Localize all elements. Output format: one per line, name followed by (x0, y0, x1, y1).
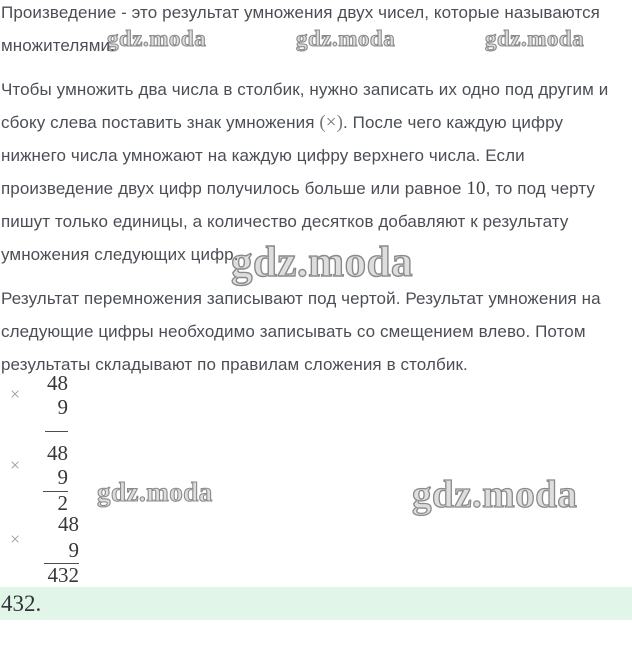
product-line (45, 431, 68, 432)
paragraph-line: пишут только единицы, а количество десятков добавляют к результату (1, 212, 569, 231)
watermark-gdz-moda: gdz.moda (412, 473, 578, 516)
paragraph-line: произведение двух цифр получилось больше или равное (1, 179, 467, 198)
paragraph-method (1, 73, 632, 271)
multiplication-step-2 (8, 441, 68, 515)
answer-row (0, 587, 632, 620)
watermark-gdz-moda: gdz.moda (296, 26, 396, 51)
multiplicand: 48 (58, 512, 79, 536)
answer-value: 432. (1, 591, 42, 616)
paragraph-line: следующие цифры необходимо записывать со смещением влево. Потом (1, 322, 586, 341)
paragraph-line: . После чего каждую цифру (343, 113, 564, 132)
watermark-gdz-moda: gdz.moda (107, 26, 207, 51)
inline-number-ten: 10 (466, 178, 486, 199)
multiplicand: 48 (47, 441, 68, 465)
multiply-sign: × (10, 455, 21, 475)
paragraph-line: сбоку слева поставить знак умножения (1, 113, 320, 132)
paragraph-result-rule (1, 282, 632, 381)
multiply-sign: × (10, 384, 21, 404)
multiplicand: 48 (47, 371, 68, 395)
paragraph-line: Чтобы умножить два числа в столбик, нужно записать их одно под другим и (1, 80, 609, 99)
paragraph-definition (1, 0, 632, 62)
paragraph-line: результаты складывают по правилам сложения в столбик. (1, 355, 468, 374)
paragraph-line: нижнего числа умножают на каждую цифру верхнего числа. Если (1, 146, 525, 165)
inline-multiply-sign: (×) (319, 112, 343, 133)
multiply-sign: × (10, 529, 21, 549)
watermark-gdz-moda: gdz.moda (485, 26, 585, 51)
multiplier: 9 (57, 465, 68, 489)
paragraph-line: , то под черту (485, 179, 595, 198)
paragraph-line: множителями. (1, 36, 115, 55)
watermark-gdz-moda: gdz.moda (97, 477, 213, 507)
partial-result: 2 (57, 491, 68, 515)
multiplication-step-1 (8, 371, 68, 432)
paragraph-line: Произведение - это результат умножения двух чисел, которые называются (1, 3, 600, 22)
paragraph-line: Результат перемножения записывают под чертой. Результат умножения на (1, 289, 601, 308)
multiplication-step-3 (8, 511, 79, 587)
paragraph-line: умножения следующих цифр. (1, 245, 239, 264)
final-product: 432 (47, 563, 79, 587)
multiplier: 9 (68, 538, 79, 562)
explanation-text (1, 0, 632, 392)
multiplier: 9 (57, 395, 68, 419)
watermark-gdz-moda: gdz.moda (231, 239, 413, 286)
